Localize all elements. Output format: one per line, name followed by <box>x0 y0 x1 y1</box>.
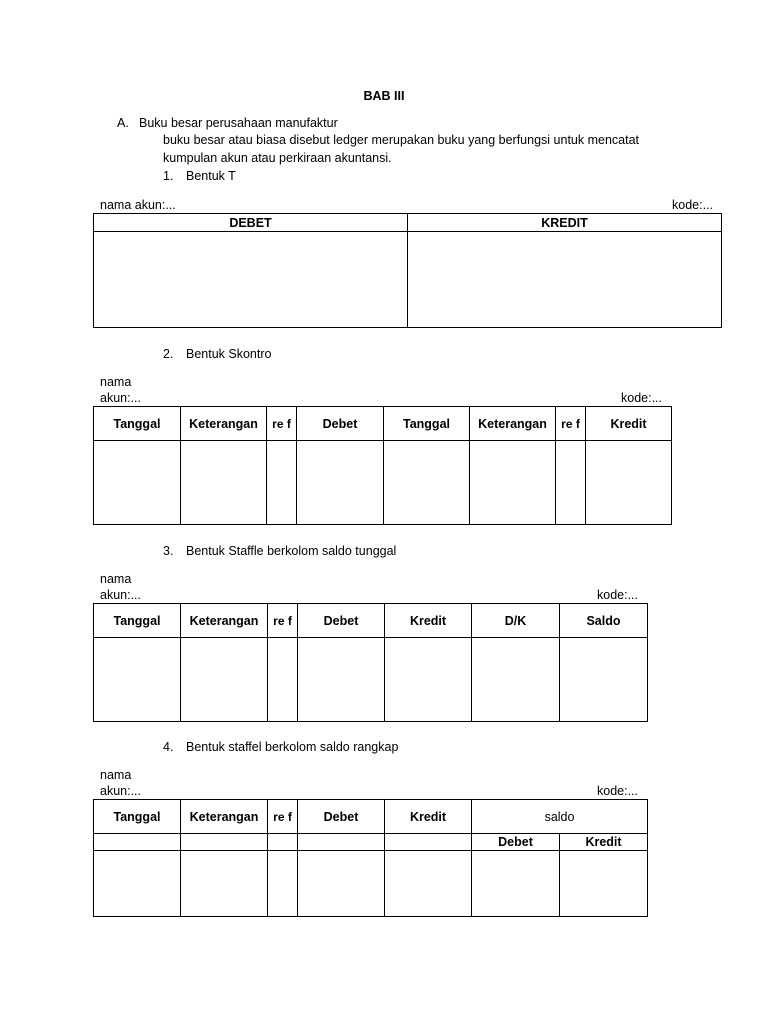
table-cell <box>385 638 472 722</box>
form4-account-label-2: akun:... <box>100 784 141 798</box>
page-title: BAB III <box>363 89 405 103</box>
table-cell <box>384 441 470 525</box>
section-paragraph-line2: kumpulan akun atau perkiraan akuntansi. <box>163 151 392 165</box>
col-dk: D/K <box>472 604 560 638</box>
staffel-double-table <box>93 799 648 917</box>
col-kredit: Kredit <box>586 407 672 441</box>
table-cell <box>181 441 267 525</box>
col-ref: re f <box>267 407 297 441</box>
form2-title: Bentuk Skontro <box>186 347 272 361</box>
form3-account-label-1: nama <box>100 572 132 586</box>
col-saldo-kredit: Kredit <box>560 834 648 851</box>
form1-number: 1. <box>163 169 174 183</box>
table-cell <box>298 638 385 722</box>
col-tanggal-2: Tanggal <box>384 407 470 441</box>
form3-number: 3. <box>163 544 174 558</box>
col-keterangan-2: Keterangan <box>470 407 556 441</box>
table-cell <box>267 441 297 525</box>
col-keterangan: Keterangan <box>181 604 268 638</box>
table-cell <box>472 851 560 917</box>
t-account-table <box>93 213 722 328</box>
col-debet: Debet <box>297 407 384 441</box>
table-cell <box>297 441 384 525</box>
form2-account-label-1: nama <box>100 375 132 389</box>
table-cell <box>268 638 298 722</box>
col-kredit: KREDIT <box>408 214 722 232</box>
col-ref-2: re f <box>556 407 586 441</box>
col-ref: re f <box>268 800 298 834</box>
col-tanggal: Tanggal <box>94 800 181 834</box>
form3-code-label: kode:... <box>597 588 638 602</box>
col-debet: DEBET <box>94 214 408 232</box>
section-paragraph-line1: buku besar atau biasa disebut ledger merupakan buku yang berfungsi untuk mencatat <box>163 133 640 147</box>
section-heading: Buku besar perusahaan manufaktur <box>139 116 338 130</box>
form2-account-label-2: akun:... <box>100 391 141 405</box>
table-cell <box>94 638 181 722</box>
table-cell <box>94 851 181 917</box>
cell-kredit <box>408 232 722 328</box>
table-cell <box>94 441 181 525</box>
form4-number: 4. <box>163 740 174 754</box>
col-keterangan: Keterangan <box>181 407 267 441</box>
col-kredit: Kredit <box>385 604 472 638</box>
col-debet: Debet <box>298 800 385 834</box>
table-cell <box>385 834 472 851</box>
table-cell <box>385 851 472 917</box>
form2-number: 2. <box>163 347 174 361</box>
staffel-single-table <box>93 603 648 722</box>
cell-debet <box>94 232 408 328</box>
table-cell <box>298 834 385 851</box>
form1-code-label: kode:... <box>672 198 713 212</box>
table-cell <box>556 441 586 525</box>
table-cell <box>181 638 268 722</box>
form2-code-label: kode:... <box>621 391 662 405</box>
form3-account-label-2: akun:... <box>100 588 141 602</box>
col-saldo: Saldo <box>560 604 648 638</box>
skontro-table <box>93 406 672 525</box>
form1-title: Bentuk T <box>186 169 236 183</box>
col-tanggal: Tanggal <box>94 407 181 441</box>
table-cell <box>94 834 181 851</box>
form4-title: Bentuk staffel berkolom saldo rangkap <box>186 740 399 754</box>
table-cell <box>268 851 298 917</box>
col-keterangan: Keterangan <box>181 800 268 834</box>
table-cell <box>268 834 298 851</box>
table-cell <box>560 638 648 722</box>
form4-account-label-1: nama <box>100 768 132 782</box>
form3-title: Bentuk Staffle berkolom saldo tunggal <box>186 544 397 558</box>
col-saldo-debet: Debet <box>472 834 560 851</box>
col-debet: Debet <box>298 604 385 638</box>
table-cell <box>472 638 560 722</box>
table-cell <box>470 441 556 525</box>
col-tanggal: Tanggal <box>94 604 181 638</box>
table-cell <box>586 441 672 525</box>
col-ref: re f <box>268 604 298 638</box>
section-marker: A. <box>117 116 129 130</box>
form4-code-label: kode:... <box>597 784 638 798</box>
table-cell <box>298 851 385 917</box>
form1-account-label: nama akun:... <box>100 198 176 212</box>
table-cell <box>181 851 268 917</box>
col-saldo: saldo <box>472 800 648 834</box>
table-cell <box>560 851 648 917</box>
col-kredit: Kredit <box>385 800 472 834</box>
table-cell <box>181 834 268 851</box>
